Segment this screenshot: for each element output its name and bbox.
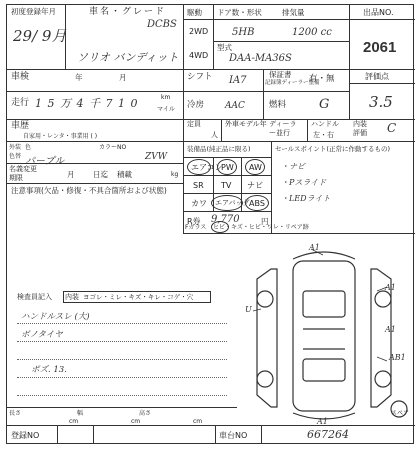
equip-sr: SR (193, 181, 204, 190)
length-cm: cm (69, 418, 79, 425)
interior-value: C (387, 121, 397, 135)
chassis-no-label: 車台NO (219, 431, 248, 440)
divider (183, 233, 415, 234)
divider (57, 425, 58, 443)
import-label: 外車モデル年 (225, 120, 267, 128)
diagram-note-2: A1 (385, 283, 396, 292)
divider (221, 119, 222, 141)
divider (349, 19, 415, 20)
divider (241, 157, 242, 211)
divider (93, 425, 94, 443)
warranty-sub: 記録簿ディーラー整備 (265, 80, 320, 86)
divider (65, 5, 66, 69)
unit-km: km (161, 94, 171, 101)
shift-label: シフト (187, 72, 213, 82)
reg-no-label: 登録NO (11, 431, 40, 440)
check-mark (217, 159, 237, 175)
car-top-view (293, 261, 355, 411)
orig-color-label: 色 (25, 144, 32, 151)
divider (307, 119, 308, 141)
check-mark (245, 195, 269, 211)
displacement-value: 1200 cc (292, 27, 332, 38)
displacement-label: 排気量 (282, 8, 305, 17)
divider (271, 141, 272, 233)
listing-no-value: 2061 (363, 39, 397, 56)
height-label: 高さ (139, 410, 152, 417)
history-label: 車歴 (11, 121, 30, 131)
shift-value: IA7 (229, 75, 247, 86)
divider (183, 157, 271, 158)
selling-points-title: セールスポイント(正常に作動するもの) (275, 145, 390, 153)
check-mark (187, 159, 211, 175)
diagram-note-5: AB1 (389, 353, 406, 362)
equip-tv: TV (221, 181, 232, 190)
windshield (303, 291, 345, 317)
recycle-unit: 円 (261, 217, 269, 226)
name-change-month: 月 (67, 170, 75, 179)
capacity-label: 定員 (187, 120, 201, 128)
score-value: 3.5 (369, 93, 393, 111)
wheel (257, 291, 273, 307)
divider (7, 69, 415, 70)
notes-title: 注意事項(欠品・修復・不具合箇所および状態) (11, 186, 167, 195)
inspector-interior-label: 内装 (65, 293, 79, 301)
wheel (375, 371, 391, 387)
recycle-label: R券 (187, 217, 201, 226)
repaint-label: 外装色替 (9, 144, 22, 160)
dealer-label: ディーラー並行 (269, 120, 297, 137)
divider (183, 69, 184, 141)
auction-sheet (6, 4, 414, 444)
ac-label: 冷房 (187, 100, 205, 110)
divider (7, 407, 237, 408)
divider (7, 141, 415, 142)
divider (183, 19, 349, 20)
inspection-label: 車検 (11, 72, 30, 82)
divider (213, 41, 349, 42)
diagram-note-4: A1 (385, 325, 396, 334)
drive-4wd: 4WD (189, 51, 209, 60)
glass-options: ヒビ・キズ・ヒビ・ワレ・リペア跡 (213, 224, 309, 231)
equip-leather: カワ (191, 199, 207, 208)
divider (183, 5, 184, 69)
interior-label: 内装評価 (353, 120, 367, 137)
wheel (375, 291, 391, 307)
wheel (257, 371, 273, 387)
check-mark (211, 195, 243, 211)
mileage-value: 1 5 万 4 千 7 1 0 (35, 97, 139, 110)
load-label: 積載 (117, 170, 132, 179)
selling-point-3: ・LEDライト (281, 194, 331, 203)
first-reg-label: 初度登録年月 (11, 7, 56, 16)
orig-color-value: パープル (25, 156, 65, 167)
divider (183, 141, 184, 233)
equipment-title: 装備品(純正品に限る) (187, 145, 251, 153)
divider (349, 83, 415, 84)
note-line (17, 341, 227, 342)
divider (349, 5, 350, 69)
check-mark (211, 221, 229, 233)
drive-label: 駆動 (187, 8, 202, 17)
ac-value: AAC (225, 101, 245, 111)
fuel-value: G (319, 97, 330, 112)
capacity-unit: 人 (211, 131, 218, 139)
equip-navi: ナビ (247, 181, 263, 190)
drive-2wd: 2WD (189, 27, 209, 36)
model-label: 型式 (217, 43, 232, 52)
inspector-label: 検査員記入 (17, 293, 52, 301)
inspector-area (11, 291, 237, 407)
diagram-note-6: A1 (317, 417, 328, 426)
score-label: 評価点 (365, 72, 389, 81)
height-cm: cm (193, 418, 203, 425)
warranty-label: 保証書 (269, 70, 292, 79)
diagram-note-1: A1 (309, 243, 320, 252)
fuel-label: 燃料 (269, 100, 287, 110)
recycle-value: 9,770 (211, 214, 240, 225)
history-sub: 自家用・レンタ・事業用 ( ) (23, 133, 98, 140)
inspector-line-2: ボノタイヤ (21, 330, 63, 340)
diagram-note-3: U (245, 305, 252, 314)
grade-value: DCBS (147, 19, 177, 30)
color-no-value: ZVW (145, 152, 168, 162)
equip-airbag: エアバッグ (215, 199, 250, 207)
divider (263, 69, 264, 119)
inspection-month-label: 月 (119, 73, 127, 82)
chassis-no-value: 667264 (307, 428, 349, 441)
divider (213, 5, 214, 69)
note-line (17, 395, 227, 396)
glass-label: Fガラス (185, 224, 207, 231)
door-value: 5HB (232, 27, 255, 38)
length-label: 長さ (9, 410, 22, 417)
listing-no-label: 出品NO. (363, 8, 394, 17)
selling-point-2: ・Pスライド (281, 178, 327, 187)
front-bumper (293, 252, 355, 259)
load-unit: kg (171, 171, 179, 178)
equip-aw: AW (249, 163, 262, 172)
note-line (17, 323, 227, 324)
width-label: 幅 (77, 410, 84, 417)
divider (183, 211, 271, 212)
divider (213, 157, 214, 211)
inspector-line-4: ポズ. 13. (31, 365, 67, 375)
car-name-value: ソリオ バンディット (77, 51, 179, 64)
mileage-label: 走行 (11, 98, 30, 108)
divider (7, 91, 349, 92)
handle-value: 左・右 (313, 131, 334, 139)
note-line (17, 359, 227, 360)
divider (349, 69, 350, 119)
name-change-label: 名義変更期限 (9, 165, 37, 182)
name-grade-label: 車名・グレード (89, 7, 167, 17)
divider (215, 425, 216, 443)
divider (7, 183, 183, 184)
divider (183, 193, 271, 194)
handle-label: ハンドル (311, 120, 339, 128)
warranty-choice: 有・無 (309, 74, 335, 84)
note-line (17, 377, 227, 378)
divider (7, 425, 415, 426)
divider (7, 163, 183, 164)
equip-pw: PW (221, 163, 234, 172)
selling-point-1: ・ナビ (281, 162, 305, 171)
color-no-label: カラーNO (99, 144, 127, 151)
divider (261, 425, 262, 443)
inspector-interior-options: ヨゴレ・ミレ・キズ・キレ・コゲ・穴 (83, 293, 194, 301)
door-label: ドア数・形状 (217, 8, 262, 17)
spare-label: スペア (391, 410, 410, 417)
inspection-year-label: 年 (75, 73, 83, 82)
divider (183, 175, 271, 176)
model-value: DAA-MA36S (229, 53, 292, 64)
interior-options-box (63, 291, 211, 303)
equip-abs: ABS (249, 199, 265, 208)
check-mark (245, 159, 265, 175)
unit-mile: マイル (157, 106, 175, 113)
name-change-day: 日迄 (93, 170, 108, 179)
equip-aircon: エアコン (191, 163, 223, 172)
first-reg-value: 29/ 9月 (13, 27, 67, 45)
rear-window (303, 359, 345, 381)
inspector-line-1: ハンドルスレ (大) (21, 312, 90, 322)
width-cm: cm (131, 418, 141, 425)
